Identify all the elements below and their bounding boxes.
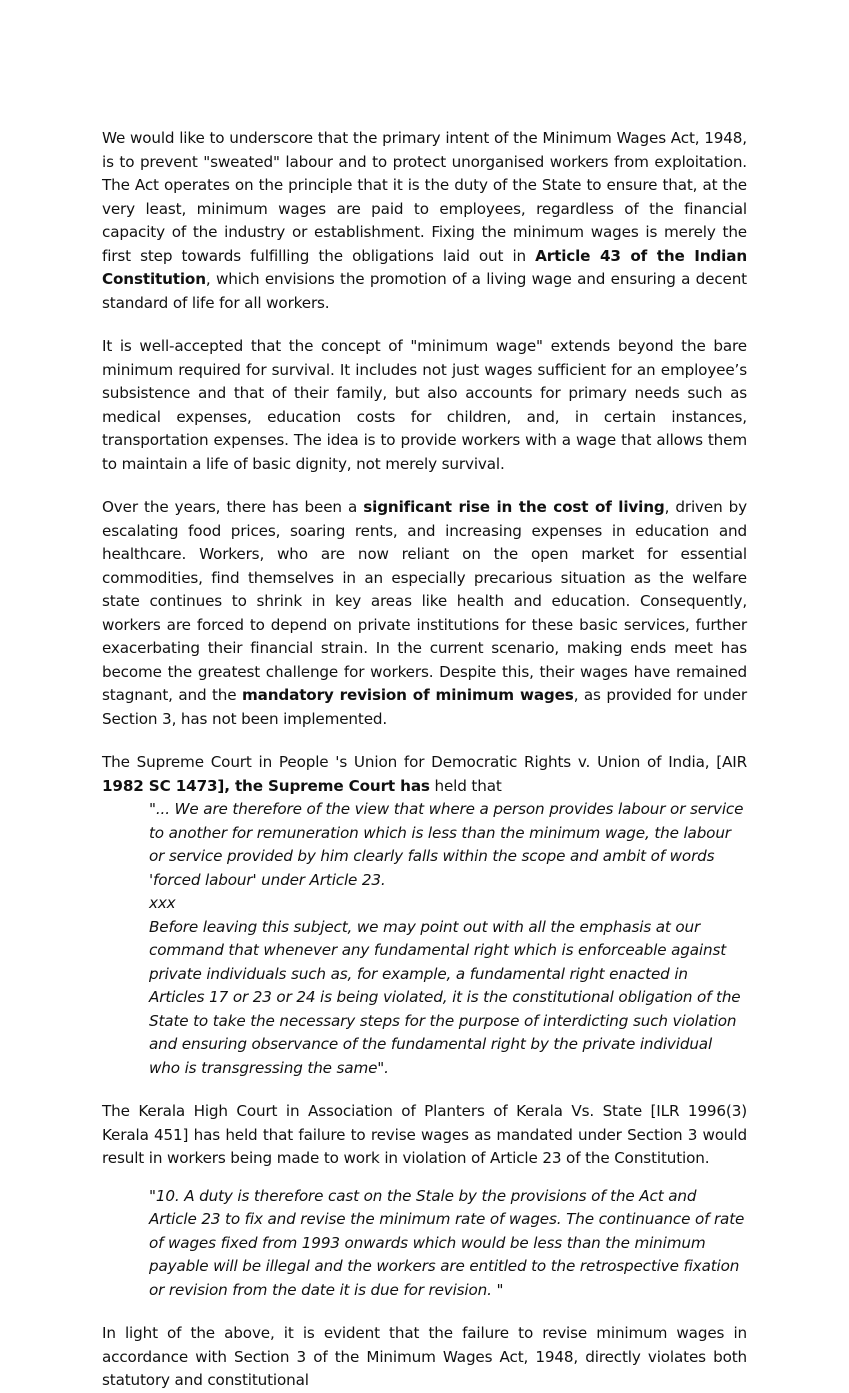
paragraph-cost-of-living <box>102 496 747 731</box>
text-run: The Supreme Court in People 's Union for Democratic Rights v. Union of India, [AIR <box>102 753 747 771</box>
emphasis-mandatory-revision: mandatory revision of minimum wages <box>241 686 574 704</box>
text-run: held that <box>429 776 502 795</box>
text-run: , which envisions the promotion of a living wage and ensuring a decent standard of life for all workers. <box>102 270 747 312</box>
text-run: , driven by escalating food prices, soaring rents, and increasing expenses in education and healthcare. Workers, who are now reliant on the open market for essential commodities, find themselves in an especially precarious situation as the welfare state continues to shrink in key areas like health and education. Consequently, workers are forced to depend on private institutions for these basic services, further exacerbating their financial strain. In the current scenario, making ends meet has become the greatest challenge for workers. Despite this, their wages have remained stagnant, and the <box>102 498 747 704</box>
text-run: Over the years, there has been a <box>102 498 364 516</box>
quote-text: "... We are therefore of the view that where a person provides labour or service to another for remuneration which is less than the minimum wage, the labour or service provided by him clearly falls within the scope and ambit of words 'forced labour' under Article 23. <box>149 800 744 889</box>
paragraph-intent <box>102 127 747 315</box>
paragraph-minimum-wage-concept: It is well-accepted that the concept of "minimum wage" extends beyond the bare minimum required for survival. It includes not just wages sufficient for an employee’s subsistence and that of their family, but also accounts for primary needs such as medical expenses, education costs for children, and, in certain instances, transportation expenses. The idea is to provide workers with a wage that allows them to maintain a life of basic dignity, not merely survival. <box>102 337 747 473</box>
paragraph-supreme-court <box>102 751 747 798</box>
paragraph-conclusion: In light of the above, it is evident that the failure to revise minimum wages in accordance with Section 3 of the Minimum Wages Act, 1948, directly violates both statutory and constitutional <box>102 1324 747 1389</box>
quote-text: Before leaving this subject, we may point out with all the emphasis at our command that whenever any fundamental right which is enforceable against private individuals such as, for example, a fundamental right enacted in Articles 17 or 23 or 24 is being violated, it is the constitutional obligation of the State to take the necessary steps for the purpose of interdicting such violation and ensuring observance of the fundamental right by the private individual who is transgressing the same". <box>149 917 741 1077</box>
paragraph-kerala-high-court: The Kerala High Court in Association of Planters of Kerala Vs. State [ILR 1996(3) Kerala 451] has held that failure to revise wages as mandated under Section 3 would result in workers being made to work in violation of Article 23 of the Constitution. <box>102 1102 747 1167</box>
quote-separator: xxx <box>149 894 176 912</box>
text-run: , as provided for under Section 3, has not been implemented. <box>102 686 747 728</box>
emphasis-citation: 1982 SC 1473], the Supreme Court has <box>102 776 430 795</box>
emphasis-cost-of-living: significant rise in the cost of living <box>363 498 665 516</box>
blockquote-kerala-high-court <box>149 1185 747 1303</box>
quote-text: "10. A duty is therefore cast on the Stale by the provisions of the Act and Article 23 to fix and revise the minimum rate of wages. The continuance of rate of wages fixed from 1993 onwards which would be less than the minimum payable will be illegal and the workers are entitled to the retrospective fixation or revision from the date it is due for revision. " <box>149 1186 745 1299</box>
emphasis-article-43: Article 43 of the Indian Constitution <box>102 246 747 288</box>
blockquote-supreme-court <box>149 798 747 1080</box>
document-page <box>102 127 747 1393</box>
text-run: We would like to underscore that the primary intent of the Minimum Wages Act, 1948, is to prevent "sweated" labour and to protect unorganised workers from exploitation. The Act operates on the principle that it is the duty of the State to ensure that, at the very least, minimum wages are paid to employees, regardless of the financial capacity of the industry or establishment. Fixing the minimum wages is merely the first step towards fulfilling the obligations laid out in <box>102 129 747 265</box>
